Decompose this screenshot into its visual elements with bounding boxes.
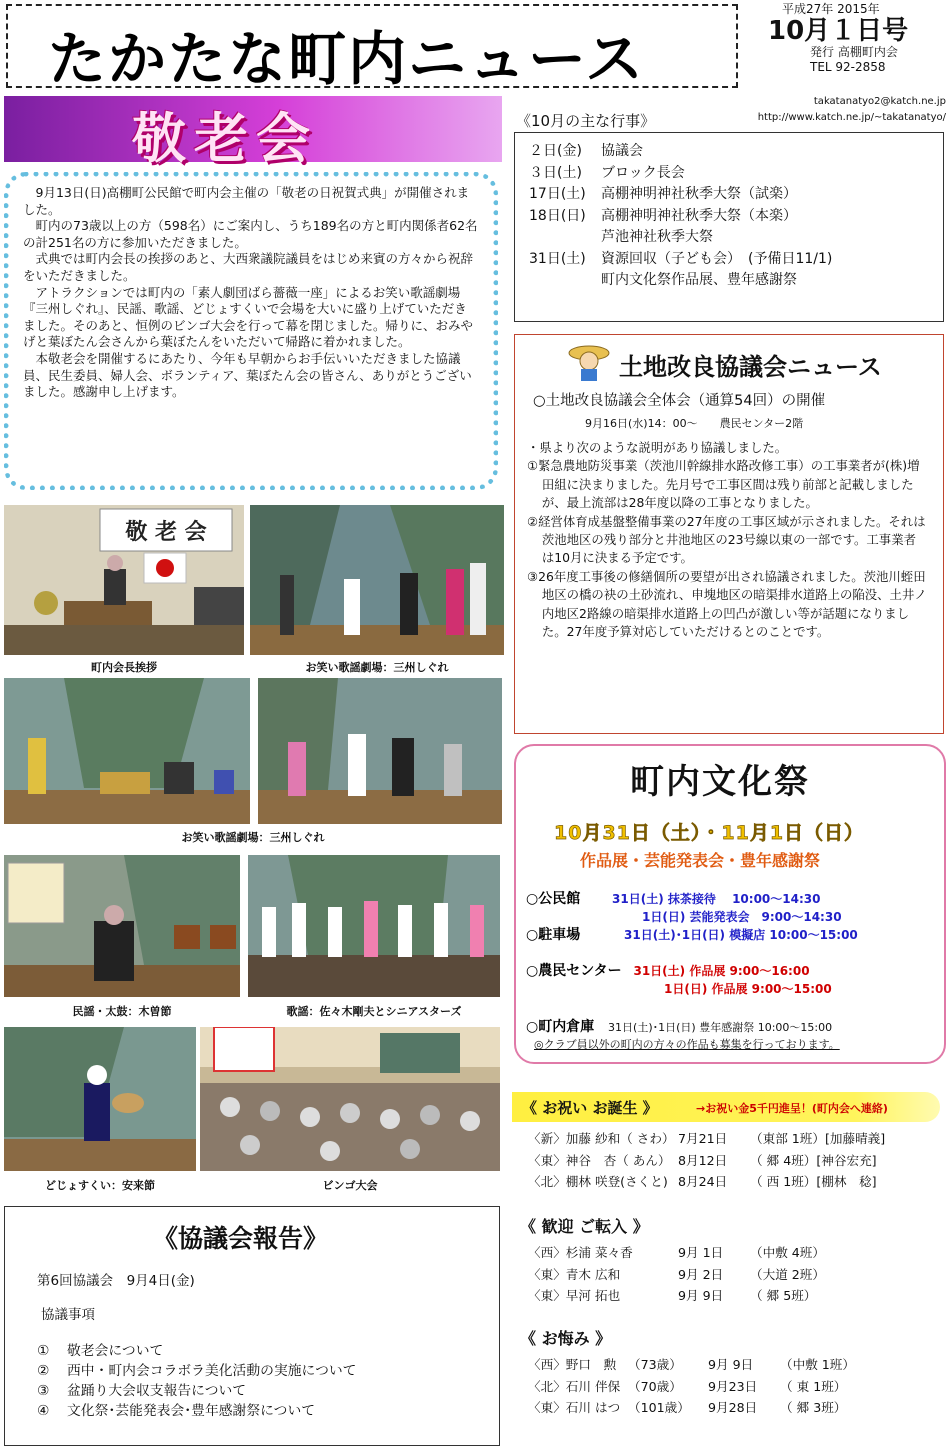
event-text: ブロック長会: [601, 164, 685, 181]
agenda-item: [37, 1341, 356, 1361]
person-name: 〈北〉棚林 咲登(さくと): [528, 1174, 668, 1189]
person-date: 9月28日: [708, 1400, 758, 1415]
person-date: 8月24日: [678, 1174, 728, 1189]
event-row: [529, 270, 943, 292]
event-row: [529, 163, 943, 185]
person-district: （ 西 1班）[棚林 稔]: [750, 1174, 877, 1189]
venue-name: ○町内倉庫: [526, 1019, 595, 1035]
person-district: （ 東 1班）: [780, 1378, 847, 1394]
issue-date: 10月１日号: [768, 16, 909, 46]
contact-email: takatanatyo2@katch.ne.jp: [813, 96, 946, 107]
newsletter-title: たかたな町内ニュース: [48, 25, 646, 93]
person-name: 〈西〉杉浦 菜々香: [528, 1245, 633, 1260]
person-date: 7月21日: [678, 1131, 728, 1146]
agenda-item: [37, 1361, 356, 1381]
publisher: 発行 高棚町内会: [810, 45, 898, 59]
person-date: 8月12日: [678, 1152, 728, 1168]
council-meeting: 第6回協議会 9月4日(金): [37, 1273, 195, 1289]
person-age: （73歳）: [628, 1357, 682, 1372]
event-date: ３日(土): [529, 164, 582, 181]
venue-kominkan: [526, 888, 820, 908]
births-heading-bar: [512, 1092, 940, 1122]
festival-dates: 10月31日（土）・11月1日（日）: [554, 822, 865, 844]
venue-parking: [526, 924, 858, 944]
council-title: 《協議会報告》: [153, 1224, 329, 1253]
photo-senior-stars: [248, 855, 500, 997]
list-item: [528, 1376, 855, 1398]
land-meeting-info: 9月16日(水)14：00～ 農民センター2階: [585, 417, 804, 430]
stage-sign-text: 敬 老 会: [125, 520, 207, 545]
births-heading: 《 お祝い お誕生 》: [522, 1099, 658, 1117]
keirokai-paragraph: 9月13日(日)高棚町公民館で町内会主催の「敬老の日祝賀式典」が開催されました。: [23, 185, 470, 217]
issue-info: [760, 0, 950, 75]
condolence-list: [528, 1354, 855, 1419]
festival-programs: 作品展・芸能発表会・豊年感謝祭: [580, 851, 821, 870]
venue-schedule: 31日(土) 作品展 9:00～16:00: [633, 964, 810, 978]
welcome-list: [528, 1242, 825, 1307]
caption-bingo: ビンゴ大会: [322, 1179, 378, 1192]
land-intro: ・県より次のような説明があり協議しました。: [527, 440, 788, 455]
event-date: [529, 227, 601, 249]
caption-comedy: お笑い歌謡劇場：三州しぐれ: [305, 661, 449, 674]
photo-folk-song-taiko: [4, 855, 240, 997]
contact-url: http://www.katch.ne.jp/~takatanatyo/: [757, 112, 946, 123]
births-list: [528, 1128, 885, 1193]
farmer-mascot-icon: [567, 343, 611, 383]
keirokai-paragraph: 本敬老会を開催するにあたり、今年も早朝からお手伝いいただきました協議員、民生委員、婦人会、ボランティア、葉ぼたん会の皆さん、ありがとうございました。感謝申し上げます。: [23, 350, 472, 400]
person-district: （ 郷 4班）[神谷宏充]: [750, 1152, 877, 1168]
event-text: 協議会: [601, 143, 643, 159]
person-name: 〈東〉神谷 杏（ あん）: [528, 1152, 671, 1168]
list-item: [528, 1150, 885, 1172]
event-date: 17日(土): [529, 186, 586, 202]
person-district: （大道 2班）: [750, 1266, 825, 1282]
list-item: [528, 1397, 855, 1419]
agenda-number: ③: [37, 1383, 50, 1399]
council-report: [4, 1206, 500, 1446]
venue-schedule: 31日(土)･1日(日) 豊年感謝祭 10:00～15:00: [608, 1021, 833, 1034]
photo-comedy-scene-1: [4, 678, 250, 824]
land-improvement-article: [514, 334, 944, 734]
event-row: [529, 227, 943, 249]
agenda-item: [37, 1381, 356, 1401]
festival-title: 町内文化祭: [630, 762, 810, 802]
person-name: 〈東〉青木 広和: [528, 1266, 621, 1282]
caption-folk-song: 民謡・太鼓：木曽節: [72, 1005, 172, 1018]
agenda-text: 西中・町内会コラボラ美化活動の実施について: [67, 1363, 357, 1379]
list-item: [528, 1242, 825, 1264]
list-item: [528, 1354, 855, 1376]
person-district: （中敷 4班）: [750, 1245, 825, 1260]
event-row: [529, 206, 943, 228]
keirokai-article: [4, 172, 498, 490]
list-item: [528, 1128, 885, 1150]
condolence-heading: 《 お悔み 》: [520, 1329, 612, 1348]
person-age: （101歳）: [628, 1400, 690, 1415]
venue-name: ○農民センター: [526, 963, 622, 979]
event-row: [529, 184, 943, 206]
festival-note: ◎クラブ員以外の町内の方々の作品も募集を行っております。: [534, 1038, 840, 1051]
keirokai-banner-title: 敬老会: [132, 107, 318, 170]
contact-info: [700, 94, 946, 126]
agenda-text: 盆踊り大会収支報告について: [67, 1383, 247, 1399]
agenda-number: ②: [37, 1363, 50, 1379]
caption-chairman: 町内会長挨拶: [91, 661, 157, 674]
venue-schedule: 1日(日) 芸能発表会 9:00～14:30: [642, 910, 842, 924]
person-age: （70歳）: [628, 1378, 682, 1394]
event-row: [529, 141, 943, 163]
person-name: 〈東〉早河 拓也: [528, 1288, 621, 1303]
land-title: 土地改良協議会ニュース: [619, 353, 882, 381]
photo-dojo-sukui: [4, 1027, 196, 1171]
venue-name: ○公民館: [526, 891, 581, 907]
event-date: 18日(日): [529, 207, 586, 224]
telephone: TEL 92-2858: [810, 60, 886, 74]
land-subtitle: ○土地改良協議会全体会（通算54回）の開催: [533, 393, 826, 409]
agenda-text: 文化祭･芸能発表会･豊年感謝祭について: [67, 1403, 316, 1419]
event-text: 芦池神社秋季大祭: [601, 229, 713, 245]
photo-chairman-speech: [4, 505, 244, 655]
agenda-item: [37, 1401, 356, 1421]
person-date: 9月23日: [708, 1378, 758, 1394]
caption-dojo-sukui: どじょすくい：安来節: [45, 1179, 155, 1192]
event-text: 資源回収（子ども会） (予備日11/1): [601, 250, 833, 267]
caption-comedy-scenes: お笑い歌謡劇場：三州しぐれ: [181, 831, 325, 844]
person-name: 〈北〉石川 伴保: [528, 1378, 621, 1394]
event-text: 高棚神明神社秋季大祭（本楽）: [601, 207, 797, 224]
keirokai-paragraph: アトラクションでは町内の「素人劇団ばら薔薇一座」によるお笑い歌謡劇場『三州しぐれ』、民謡、歌謡、どじょすくいで会場を大いに盛り上げていただきました。そのあと、恒例のビンゴ大会を行って幕を閉じました。帰りに、おみやげと葉ぼたん会さんから葉ぼたんをいただいて帰路に着かれました。: [23, 284, 474, 350]
culture-festival: [514, 744, 946, 1064]
agenda-text: 敬老会について: [67, 1343, 164, 1359]
venue-schedule: 31日(土)･1日(日) 模擬店 10:00～15:00: [624, 928, 858, 942]
issue-era: 平成27年 2015年: [782, 2, 880, 16]
venue-nomin-center: [526, 960, 810, 980]
venue-name: ○駐車場: [526, 927, 581, 943]
person-district: （東部 1班）[加藤晴義]: [750, 1131, 886, 1146]
land-item: ②経営体育成基盤整備事業の27年度の工事区域が示されました。それは茨池地区の残り部分と井池地区の23号線以東の一部です。工事業者は10月に決まる予定です。: [527, 513, 926, 566]
photo-bingo: [200, 1027, 500, 1171]
person-district: （ 郷 3班）: [780, 1400, 847, 1415]
agenda-number: ①: [37, 1343, 50, 1359]
keirokai-paragraph: 町内の73歳以上の方（598名）にご案内し、うち189名の方と町内関係者62名の計251名の方に参加いただきました。: [23, 218, 478, 250]
person-name: 〈東〉石川 はつ: [528, 1400, 621, 1415]
caption-senior-stars: 歌謡：佐々木剛夫とシニアスターズ: [286, 1005, 462, 1018]
land-item: ①緊急農地防災事業（茨池川幹線排水路改修工事）の工事業者が(株)増田組に決まりました。先月号で工事区間は残り前部と記載しましたが、最上流部は28年度以降の工事となりました。: [527, 458, 920, 511]
person-district: （中敷 1班）: [780, 1357, 855, 1372]
list-item: [528, 1264, 825, 1286]
keirokai-paragraph: 式典では町内会長の挨拶のあと、大西衆議院議員をはじめ来賓の方々から祝辞をいただきました。: [23, 251, 474, 283]
council-agenda-label: 協議事項: [41, 1307, 95, 1323]
event-text: 高棚神明神社秋季大祭（試楽）: [601, 186, 797, 202]
person-date: 9月 1日: [678, 1245, 724, 1260]
births-note: →お祝い金5千円進呈！(町内会へ連絡): [696, 1102, 888, 1115]
masthead: [6, 4, 738, 93]
event-date: 31日(土): [529, 250, 586, 267]
list-item: [528, 1285, 825, 1307]
photo-comedy-scene-2: [258, 678, 502, 824]
council-agenda: [37, 1341, 356, 1421]
land-item: ③26年度工事後の修繕個所の要望が出され協議されました。茨池川蛭田地区の橋の袂の土砂流れ、申塊地区の暗渠排水道路上の陥没、土井ノ内地区2路線の暗渠排水道路上の凹凸が激しい等が話題になりました。27年度予算対応していただけるとのことです。: [527, 568, 927, 640]
person-name: 〈新〉加藤 紗和（ さわ）: [528, 1131, 675, 1146]
photo-comedy-stage: [250, 505, 504, 655]
person-district: （ 郷 5班）: [750, 1288, 817, 1303]
person-date: 9月 2日: [678, 1266, 724, 1282]
agenda-number: ④: [37, 1403, 50, 1419]
venue-warehouse: [526, 1016, 832, 1036]
event-date: [529, 270, 601, 292]
land-body: [527, 439, 927, 641]
events-title: 《10月の主な行事》: [516, 112, 656, 130]
events-list: [514, 132, 944, 322]
keirokai-banner: [4, 96, 502, 170]
person-date: 9月 9日: [708, 1357, 754, 1372]
event-date: ２日(金): [529, 143, 582, 159]
person-name: 〈西〉野口 勲: [528, 1357, 617, 1372]
person-date: 9月 9日: [678, 1288, 724, 1303]
venue-schedule: 31日(土) 抹茶接待 10:00～14:30: [612, 892, 821, 906]
welcome-heading: 《 歓迎 ご転入 》: [520, 1217, 649, 1236]
venue-schedule: 1日(日) 作品展 9:00～15:00: [664, 982, 832, 996]
list-item: [528, 1171, 885, 1193]
event-text: 町内文化祭作品展、豊年感謝祭: [601, 272, 797, 288]
event-row: [529, 249, 943, 271]
